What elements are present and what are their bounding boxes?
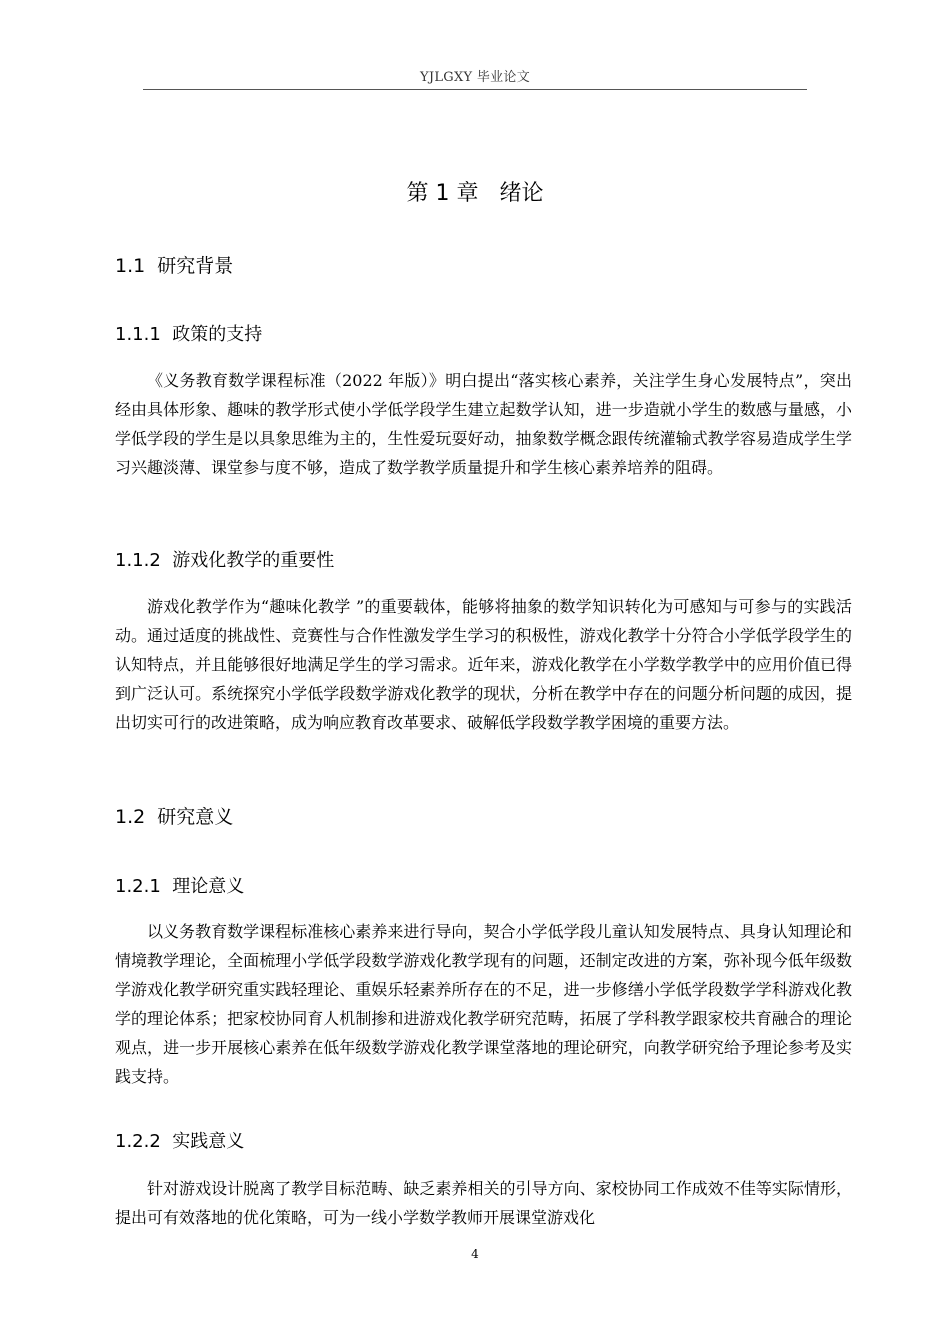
section-heading-1-2: 1.2 研究意义 [115, 806, 234, 828]
subsection-heading-1-1-2: 1.1.2 游戏化教学的重要性 [115, 550, 335, 571]
running-header: YJLGXY 毕业论文 [419, 70, 531, 85]
paragraph-gamification-importance: 游戏化教学作为“趣味化教学 ”的重要载体，能够将抽象的数学知识转化为可感知与可参与的实践活动。通过适度的挑战性、竞赛性与合作性激发学生学习的积极性，游戏化教学十分符合小学低学段学生的认知特点，并且能够很好地满足学生的学习需求。近年来，游戏化教学在小学数学教学中的应用价值已得到广泛认可。系统探究小学低学段数学游戏化教学的现状，分析在教学中存在的问题分析问题的成因，提出切实可行的改进策略，成为响应教育改革要求、破解低学段数学教学困境的重要方法。 [115, 597, 852, 732]
subsection-heading-1-2-1: 1.2.1 理论意义 [115, 876, 245, 897]
subsection-heading-1-1-1: 1.1.1 政策的支持 [115, 324, 263, 345]
chapter-title: 第 1 章 绪论 [406, 181, 544, 206]
paragraph-practical-significance: 针对游戏设计脱离了教学目标范畴、缺乏素养相关的引导方向、家校协同工作成效不佳等实际情形，提出可有效落地的优化策略，可为一线小学数学教师开展课堂游戏化 [115, 1179, 852, 1227]
section-heading-1-1: 1.1 研究背景 [115, 255, 234, 277]
paragraph-theoretical-significance: 以义务教育数学课程标准核心素养来进行导向，契合小学低学段儿童认知发展特点、具身认知理论和情境教学理论，全面梳理小学低学段数学游戏化教学现有的问题，还制定改进的方案，弥补现今低年级数学游戏化教学研究重实践轻理论、重娱乐轻素养所存在的不足，进一步修缮小学低学段数学学科游戏化教学的理论体系；把家校协同育人机制掺和进游戏化教学研究范畴，拓展了学科教学跟家校共育融合的理论观点，进一步开展核心素养在低年级数学游戏化教学课堂落地的理论研究，向教学研究给予理论参考及实践支持。 [115, 922, 852, 1086]
header-divider [143, 89, 807, 90]
paragraph-policy-support: 《义务教育数学课程标准（2022 年版）》明白提出“落实核心素养，关注学生身心发展特点”，突出经由具体形象、趣味的教学形式使小学低学段学生建立起数学认知，进一步造就小学生的数感与量感，小学低学段的学生是以具象思维为主的，生性爱玩耍好动，抽象数学概念跟传统灌输式教学容易造成学生学习兴趣淡薄、课堂参与度不够，造成了数学教学质量提升和学生核心素养培养的阻碍。 [115, 371, 852, 477]
page-number: 4 [471, 1247, 479, 1261]
subsection-heading-1-2-2: 1.2.2 实践意义 [115, 1131, 245, 1152]
